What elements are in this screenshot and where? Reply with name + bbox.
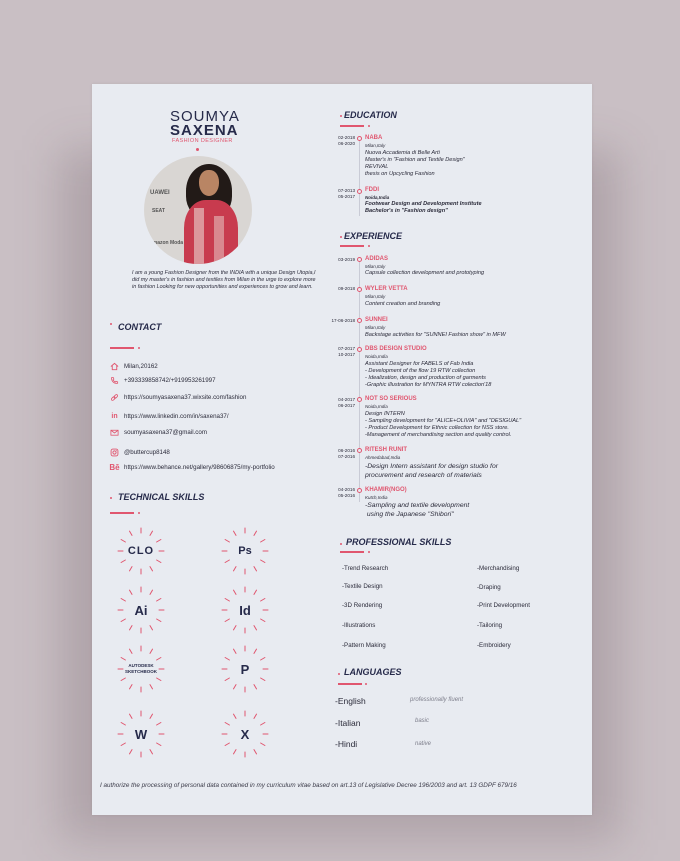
exp-description: -Design Intern assistant for design studio for procurement and research of materials [365,463,498,479]
education-title: EDUCATION [344,110,397,120]
timeline-node [357,347,362,352]
section-underline [338,683,362,685]
exp-place: Noida,India [365,404,388,409]
edu-org: FDDI [365,187,379,193]
pro-skill: -Print Development [477,602,530,609]
timeline-node [357,397,362,402]
photo-text: UAWEI [150,190,170,196]
experience-title: EXPERIENCE [344,231,403,241]
timeline-node [357,318,362,323]
skill-photoshop-icon: Ps [220,526,270,576]
bio-text: I am a young Fashion Designer from the INDIA with a unique Design Utopia,I did my master's in fashion and textiles from Milan in the urge to explore more in fashion Looking for new opportunities and experiences to grow and learn. [132,270,316,290]
pro-skill: -Tailoring [477,622,503,629]
link-icon [110,393,119,402]
exp-description: Content creation and branding [365,301,441,307]
contact-instagram[interactable]: @buttercup8148 [110,448,170,457]
exp-date: 04-2016 05-2016 [338,487,355,498]
edu-place: Noida,India [365,195,390,200]
photo-text: amazon Moda [150,240,184,246]
phone-icon [110,376,119,385]
accent-dot [338,673,340,675]
exp-org: WYLER VETTA [365,286,408,292]
exp-place: Milan,Italy [365,294,386,299]
pro-skill: -Embroidery [477,642,511,649]
exp-org: NOT SO SERIOUS [365,396,417,402]
skill-powerpoint-icon: P [220,644,270,694]
resume-sheet [92,84,592,815]
edu-description: Footwear Design and Development Institute Bachelor's in "Fashion design" [365,201,482,214]
role-title: FASHION DESIGNER [172,138,233,144]
language-level: professionally fluent [410,697,464,703]
pro-skill: -Draping [477,584,501,591]
exp-description: Capsule collection development and prototyping [365,270,485,276]
accent-dot [368,125,370,127]
profile-photo [144,156,252,264]
exp-place: Kutch,India [365,495,388,500]
linkedin-icon: in [111,413,118,420]
contact-section-marker [110,323,112,325]
contact-phone[interactable]: +393339858742/+919953261997 [110,376,216,385]
exp-place: Noida,India [365,354,388,359]
section-underline [340,245,364,247]
edu-date: 07-2013 05-2017 [338,188,355,199]
accent-dot [138,347,140,349]
timeline-node [357,287,362,292]
section-underline [340,125,364,127]
timeline-node [357,488,362,493]
exp-date: 07-2017 10-2017 [338,346,355,357]
exp-description: Backstage activities for "SUNNEI Fashion show" in MFW [365,332,506,338]
exp-org: KHAMIR(NGO) [365,487,407,493]
accent-dot [340,236,342,238]
language-level: basic [415,718,430,724]
exp-place: Milan,Italy [365,264,386,269]
accent-dot [368,245,370,247]
pro-skill: -Illustrations [342,622,376,629]
technical-skills-title: TECHNICAL SKILLS [118,492,205,502]
accent-dot [368,551,370,553]
exp-org: DBS DESIGN STUDIO [365,346,427,352]
exp-date: 17-06-2018 [331,318,355,323]
section-underline [340,551,364,553]
accent-dot [340,543,342,545]
experience-timeline [359,260,360,502]
contact-title: CONTACT [118,322,162,332]
languages-title: LANGUAGES [344,667,402,677]
email-icon [110,428,119,437]
language-name: -English [335,696,366,706]
language-name: -Italian [335,718,361,728]
edu-place: Milan,Italy [365,143,386,148]
exp-org: SUNNEI [365,317,388,323]
exp-place: Ahmedabad,India [365,455,401,460]
skill-word-icon: W [116,709,166,759]
exp-description: Assistant Designer for FABELS of Fab India - Development of the flow 19 RTW collection - Idealization, design and production of garments -Graphic illustration for MYNTRA RTW colection'18 [365,361,492,388]
language-level: native [415,741,432,747]
timeline-node [357,448,362,453]
exp-place: Milan,Italy [365,325,386,330]
pro-skill: -3D Rendering [342,602,383,609]
exp-org: RITESH RUNIT [365,447,407,453]
exp-date: 04-2017 06-2017 [338,397,355,408]
pro-skill: -Trend Research [342,565,389,572]
pro-skill: -Merchandising [477,565,520,572]
skill-sketchbook-icon: AUTODESK SKETCHBOOK [116,644,166,694]
photo-text: SEAT [152,208,165,214]
skill-clo-icon: CLO [116,526,166,576]
exp-description: Design INTERN - Sampling development for "ALICE+OLIVIA" and "DESIGUAL" - Product Development for Ethnic collection for NSS store. -Management of merchandising section and quality control. [365,411,522,438]
contact-linkedin[interactable]: in https://www.linkedin.com/in/saxena37/ [111,413,229,420]
accent-dot [110,497,112,499]
accent-dot [340,115,342,117]
exp-date: 03-2019 [338,257,355,262]
accent-dot [196,148,199,151]
section-underline [110,347,134,349]
timeline-node [357,136,362,141]
edu-org: NABA [365,135,383,141]
exp-org: ADIDAS [365,256,389,262]
contact-address: Milan,20162 [110,362,158,371]
skill-excel-icon: X [220,709,270,759]
timeline-node [357,189,362,194]
education-timeline [359,140,360,216]
exp-date: 09-2018 [338,286,355,291]
contact-website[interactable]: https://soumyasaxena37.wixsite.com/fashion [110,393,246,402]
first-name: SOUMYA [170,108,240,125]
home-icon [110,362,119,371]
edu-description: Nuova Accademia di Belle Arti Master's in "Fashion and Textile Design" REVIVAL thesis on Upcycling Fashion [365,150,465,177]
behance-icon: Bē [109,463,120,472]
exp-date: 06-2016 07-2016 [338,448,355,459]
section-underline [110,512,134,514]
accent-dot [138,512,140,514]
contact-email[interactable]: soumyasaxena37@gmail.com [110,428,207,437]
professional-skills-title: PROFESSIONAL SKILLS [346,537,452,547]
timeline-node [357,257,362,262]
edu-date: 02-2018 06-2020 [338,135,355,146]
instagram-icon [110,448,119,457]
last-name: SAXENA [170,122,239,139]
pro-skill: -Pattern Making [342,642,386,649]
language-name: -Hindi [335,739,358,749]
exp-description: -Sampling and textile development using the Japanese "Shibori" [365,502,470,518]
pro-skill: -Textile Design [342,583,383,590]
contact-behance[interactable]: Bē https://www.behance.net/gallery/98606875/my-portfolio [109,463,275,472]
accent-dot [365,683,367,685]
skill-indesign-icon: Id [220,585,270,635]
privacy-disclaimer: I authorize the processing of personal data contained in my curriculum vitae based on art.13 of Legislative Decree 196/2003 and art. 13 GDPF 679/16 [100,782,517,789]
skill-illustrator-icon: Ai [116,585,166,635]
